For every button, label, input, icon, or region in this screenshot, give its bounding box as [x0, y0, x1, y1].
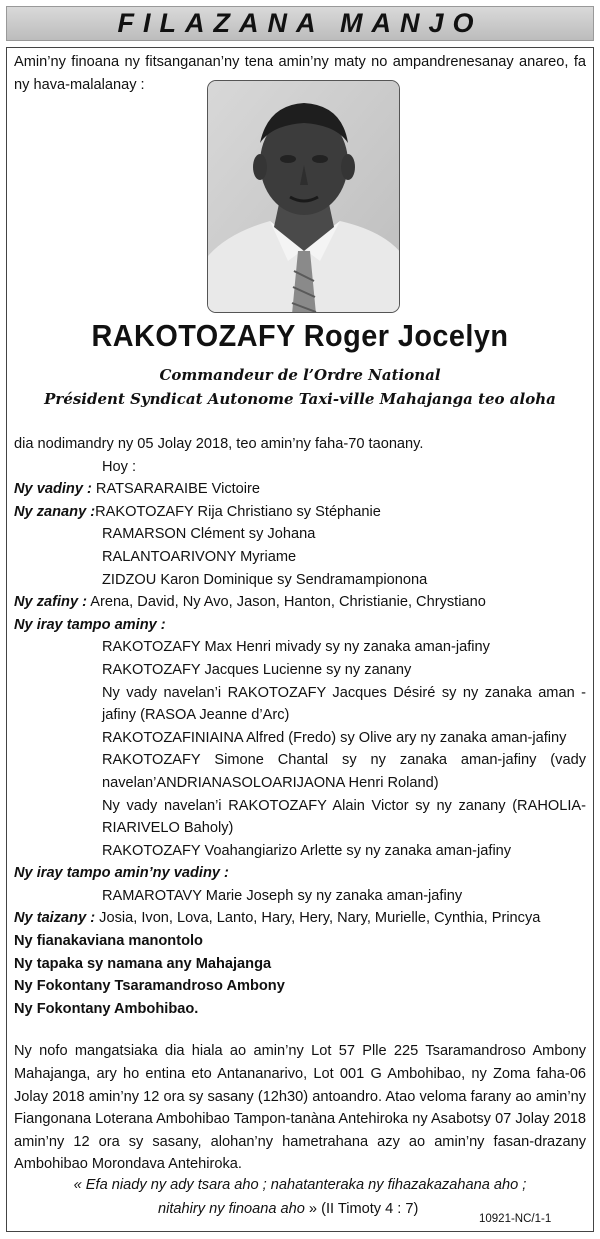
deceased-name: RAKOTOZAFY Roger Jocelyn — [91, 318, 509, 353]
zanany-label: Ny zanany : — [14, 503, 96, 520]
deceased-honor: Commandeur de l’Ordre National — [159, 366, 441, 384]
zanany-item: RAMARSON Clément sy Johana — [102, 526, 316, 543]
funeral-details: Ny nofo mangatsiaka dia hiala ao amin’ny Lot 57 Plle 225 Tsaramandroso Ambony Mahajanga, ary ho entina eto Antananarivo, Lot 001 G Ambohibao, ny Zoma faha-06 Jolay 2018 amin’ny 12 ora sy sasany (12h30) antoandro. Atao veloma farany ao amin’ny Fiangonana Loterana Ambohibao Tampon-tanàna Antehiroka ny Asabotsy 07 Jolay 2018 amin’ny 12 ora sy sasany, alohan’ny hametrahana azy ao amin’ny fasan-drazany Ambohibao Morondava Antehiroka. — [14, 1043, 586, 1173]
bible-quote-line1: « Efa niady ny ady tsara aho ; nahatanteraka ny fihazakazahana aho ; — [73, 1177, 527, 1193]
zafiny-text: Arena, David, Ny Avo, Jason, Hanton, Christianie, Chrystiano — [86, 594, 486, 611]
iray-tampo-item: RAKOTOZAFY Voahangiarizo Arlette sy ny zanaka aman-jafiny — [102, 842, 512, 859]
zanany-item: ZIDZOU Karon Dominique sy Sendramampionona — [102, 571, 428, 588]
vadiny-line — [14, 478, 586, 501]
bible-quote-text: nitahiry ny finoana aho — [158, 1201, 305, 1217]
iray-tampo-vadiny-label: Ny iray tampo amin’ny vadiny : — [14, 865, 229, 882]
iray-tampo-item: Ny vady navelan’i RAKOTOZAFY Jacques Désiré sy ny zanaka aman - jafiny (RASOA Jeanne d’Arc) — [102, 684, 586, 724]
friends-line: Ny tapaka sy namana any Mahajanga — [14, 955, 272, 972]
ad-reference: 10921-NC/1-1 — [479, 1213, 552, 1225]
iray-tampo-item: Ny vady navelan’i RAKOTOZAFY Alain Victor sy ny zanany (RAHOLIA-RIARIVELO Baholy) — [102, 797, 586, 837]
iray-tampo-item: RAKOTOZAFY Max Henri mivady sy ny zanaka aman-jafiny — [102, 639, 490, 656]
bible-quote-ref: » (II Timoty 4 : 7) — [304, 1201, 419, 1217]
notice-body — [14, 433, 586, 1176]
fokontany-line: Ny Fokontany Tsaramandroso Ambony — [14, 978, 285, 995]
deceased-position: Président Syndicat Autonome Taxi-ville Mahajanga teo aloha — [44, 390, 556, 408]
zanany-item: RALANTOARIVONY Myriame — [102, 548, 297, 565]
iray-tampo-item: RAKOTOZAFINIAINA Alfred (Fredo) sy Olive ary ny zanaka aman-jafiny — [102, 729, 567, 746]
spacer — [14, 1020, 586, 1040]
iray-tampo-vadiny-item: RAMAROTAVY Marie Joseph sy ny zanaka aman-jafiny — [102, 887, 463, 904]
death-line: dia nodimandry ny 05 Jolay 2018, teo amin’ny faha-70 taonany. — [14, 436, 424, 452]
bible-quote-line2 — [158, 1201, 418, 1217]
hoy-line: Hoy : — [102, 458, 137, 475]
vadiny-label: Ny vadiny : — [14, 481, 92, 498]
taizany-text: Josia, Ivon, Lova, Lanto, Hary, Hery, Nary, Murielle, Cynthia, Princya — [95, 910, 541, 927]
zafiny-label: Ny zafiny : — [14, 594, 87, 611]
iray-tampo-item: RAKOTOZAFY Simone Chantal sy ny zanaka aman-jafiny (vady navelan’ANDRIANASOLOARIJAONA Henri Roland) — [102, 752, 586, 791]
header-banner — [6, 6, 594, 41]
intro-text: Amin’ny finoana ny fitsanganan’ny tena amin’ny maty no ampandrenesanay anareo, fa ny hava-malalanay : — [14, 54, 586, 93]
zanany-line — [14, 501, 586, 524]
zanany-first: RAKOTOZAFY Rija Christiano sy Stéphanie — [95, 503, 381, 520]
iray-tampo-label: Ny iray tampo aminy : — [14, 616, 166, 633]
vadiny-text: RATSARARAIBE Victoire — [91, 481, 261, 498]
family-line: Ny fianakaviana manontolo — [14, 933, 203, 950]
portrait-photo — [207, 80, 400, 313]
header-title: FILAZANA MANJO — [117, 8, 483, 38]
taizany-label: Ny taizany : — [14, 910, 96, 927]
zafiny-line — [14, 591, 586, 614]
fokontany-line: Ny Fokontany Ambohibao. — [14, 1000, 199, 1017]
iray-tampo-item: RAKOTOZAFY Jacques Lucienne sy ny zanany — [102, 661, 412, 678]
taizany-line — [14, 907, 586, 930]
